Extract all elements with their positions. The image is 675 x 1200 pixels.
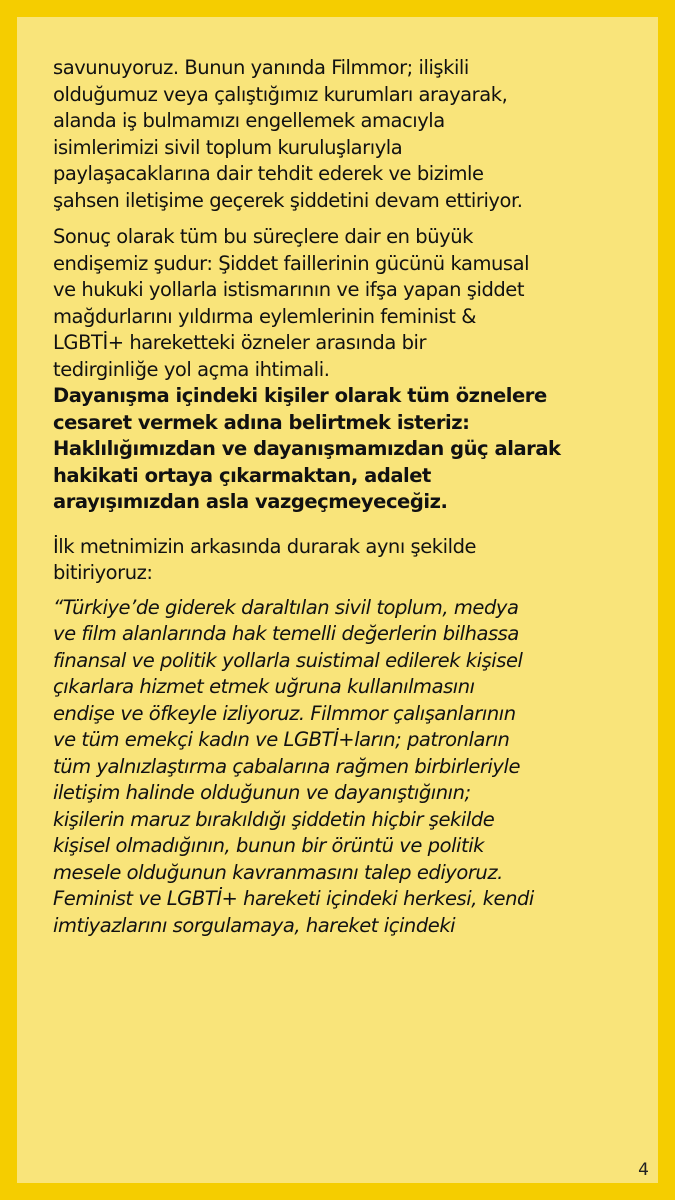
text-line: Feminist ve LGBTİ+ hareketi içindeki herkesi, kendi [53,887,534,910]
text-line: paylaşacaklarına dair tehdit ederek ve bizimle [53,162,484,185]
text-line: cesaret vermek adına belirtmek isteriz: [53,410,470,434]
text-line: olduğumuz veya çalıştığımız kurumları arayarak, [53,82,508,106]
paragraph-concerns [53,224,641,383]
text-line: mağdurlarını yıldırma eylemlerinin feminist & [53,304,476,328]
paragraph-spacer [53,587,641,595]
text-line: endişe ve öfkeyle izliyoruz. Filmmor çalışanlarının [53,701,516,725]
document-page [17,17,658,1183]
paragraph-filmmor-threats [53,55,641,214]
text-line: alanda iş bulmamızı engellemek amacıyla [53,109,445,132]
text-line: finansal ve politik yollarla suistimal edilerek kişisel [53,648,523,672]
paragraph-solidarity-statement [53,383,641,516]
text-line: çıkarlara hizmet etmek uğruna kullanılmasını [53,675,475,698]
text-line: Haklılığımızdan ve dayanışmamızdan güç alarak [53,437,561,460]
text-line: mesele olduğunun kavranmasını talep ediyoruz. [53,860,503,884]
text-line: ve film alanlarında hak temelli değerlerin bilhassa [53,622,519,645]
text-line: hakikati ortaya çıkarmaktan, adalet [53,463,431,487]
text-line: Sonuç olarak tüm bu süreçlere dair en büyük [53,225,473,248]
text-line: isimlerimizi sivil toplum kuruluşlarıyla [53,135,403,159]
text-line: İlk metnimizin arkasında durarak aynı şekilde [53,534,477,558]
text-line: imtiyazlarını sorgulamaya, hareket içindeki [53,913,456,937]
paragraph-quoted-statement [53,595,641,940]
text-line: ve tüm emekçi kadın ve LGBTİ+ların; patronların [53,728,510,751]
paragraph-closing-intro [53,534,641,587]
text-line: tüm yalnızlaştırma çabalarına rağmen birbirleriyle [53,754,520,778]
text-line: bitiriyoruz: [53,561,153,584]
text-line: tedirginliğe yol açma ihtimali. [53,357,330,381]
text-line: ve hukuki yollarla istismarının ve ifşa yapan şiddet [53,278,525,301]
text-line: savunuyoruz. Bunun yanında Filmmor; ilişkili [53,56,469,79]
paragraph-spacer [53,214,641,224]
text-line: arayışımızdan asla vazgeçmeyeceğiz. [53,490,448,513]
text-line: kişilerin maruz bırakıldığı şiddetin hiçbir şekilde [53,807,495,831]
page-number: 4 [638,1160,649,1180]
text-line: şahsen iletişime geçerek şiddetini devam ettiriyor. [53,188,523,212]
text-line: kişisel olmadığının, bunun bir örüntü ve politik [53,834,485,857]
document-body [53,55,641,939]
paragraph-spacer [53,516,641,534]
text-line: LGBTİ+ hareketteki özneler arasında bir [53,331,427,354]
text-line: endişemiz şudur: Şiddet faillerinin gücünü kamusal [53,251,530,275]
text-line: Dayanışma içindeki kişiler olarak tüm öznelere [53,384,547,407]
text-line: iletişim halinde olduğunun ve dayanıştığının; [53,781,471,804]
text-line: “Türkiye’de giderek daraltılan sivil toplum, medya [53,595,519,619]
